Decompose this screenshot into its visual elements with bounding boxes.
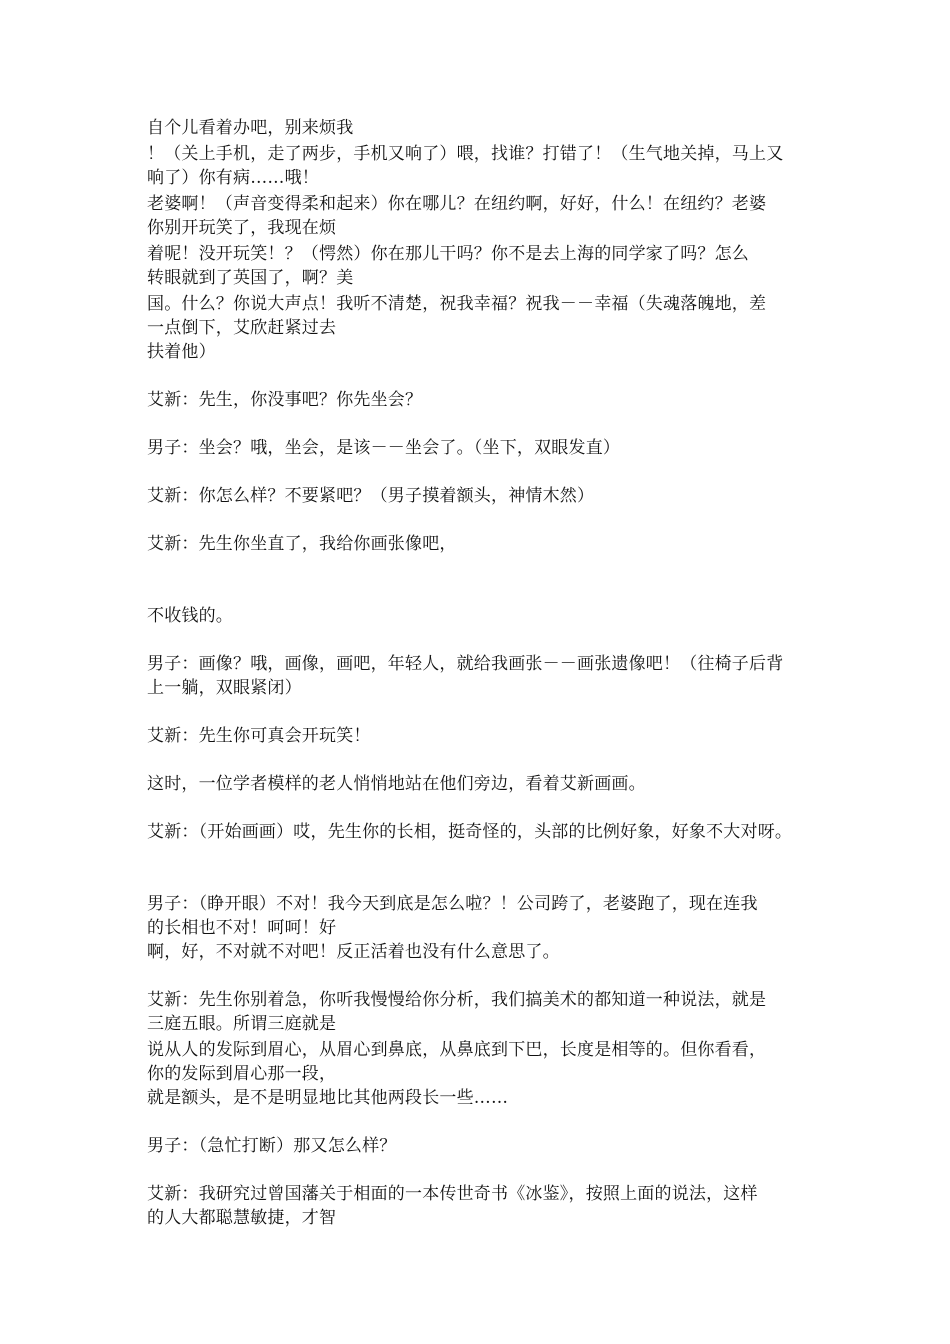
dialogue-line: 男子：坐会？哦，坐会，是该－－坐会了。（坐下，双眼发直） <box>147 438 621 458</box>
dialogue-line: 艾新：我研究过曾国藩关于相面的一本传世奇书《冰鉴》，按照上面的说法，这样 <box>147 1184 758 1204</box>
text-line: ！（关上手机，走了两步，手机又响了）喂，找谁？打错了！（生气地关掉，马上又 <box>147 144 784 164</box>
text-line: 上一躺，双眼紧闭） <box>147 678 302 698</box>
text-line: 自个儿看着办吧，别来烦我 <box>147 118 354 138</box>
text-line: 扶着他） <box>147 342 216 362</box>
text-line: 转眼就到了英国了，啊？美 <box>147 268 354 288</box>
narration-line: 这时，一位学者模样的老人悄悄地站在他们旁边，看着艾新画画。 <box>147 774 646 794</box>
text-line: 三庭五眼。所谓三庭就是 <box>147 1014 337 1034</box>
text-line: 着呢！没开玩笑！？（愕然）你在那儿干吗？你不是去上海的同学家了吗？怎么 <box>147 244 749 264</box>
dialogue-line: 艾新：先生，你没事吧？你先坐会？ <box>147 390 423 410</box>
text-line: 说从人的发际到眉心，从眉心到鼻底，从鼻底到下巴，长度是相等的。但你看看， <box>147 1040 767 1060</box>
text-line: 不收钱的。 <box>147 606 233 626</box>
dialogue-line: 艾新：你怎么样？不要紧吧？（男子摸着额头，神情木然） <box>147 486 595 506</box>
dialogue-line: 艾新：（开始画画）哎，先生你的长相，挺奇怪的，头部的比例好象，好象不大对呀。 <box>147 822 793 842</box>
text-line: 的人大都聪慧敏捷，才智 <box>147 1208 337 1228</box>
text-line: 老婆啊！（声音变得柔和起来）你在哪儿？在纽约啊，好好，什么！在纽约？老婆 <box>147 194 767 214</box>
text-line: 你别开玩笑了，我现在烦 <box>147 218 337 238</box>
dialogue-line: 艾新：先生你可真会开玩笑！ <box>147 726 371 746</box>
text-line: 响了）你有病……哦！ <box>147 168 319 188</box>
dialogue-line: 男子：（睁开眼）不对！我今天到底是怎么啦？！公司跨了，老婆跑了，现在连我 <box>147 894 758 914</box>
dialogue-line: 男子：（急忙打断）那又怎么样？ <box>147 1136 397 1156</box>
text-line: 的长相也不对！呵呵！好 <box>147 918 337 938</box>
dialogue-line: 男子：画像？哦，画像，画吧，年轻人，就给我画张－－画张遗像吧！（往椅子后背 <box>147 654 784 674</box>
dialogue-line: 艾新：先生你别着急，你听我慢慢给你分析，我们搞美术的都知道一种说法，就是 <box>147 990 767 1010</box>
dialogue-line: 艾新：先生你坐直了，我给你画张像吧， <box>147 534 457 554</box>
text-line: 国。什么？你说大声点！我听不清楚，祝我幸福？祝我－－幸福（失魂落魄地，差 <box>147 294 767 314</box>
text-line: 一点倒下，艾欣赶紧过去 <box>147 318 337 338</box>
text-line: 啊，好，不对就不对吧！反正活着也没有什么意思了。 <box>147 942 560 962</box>
text-line: 就是额头，是不是明显地比其他两段长一些…… <box>147 1088 509 1108</box>
text-line: 你的发际到眉心那一段， <box>147 1064 337 1084</box>
